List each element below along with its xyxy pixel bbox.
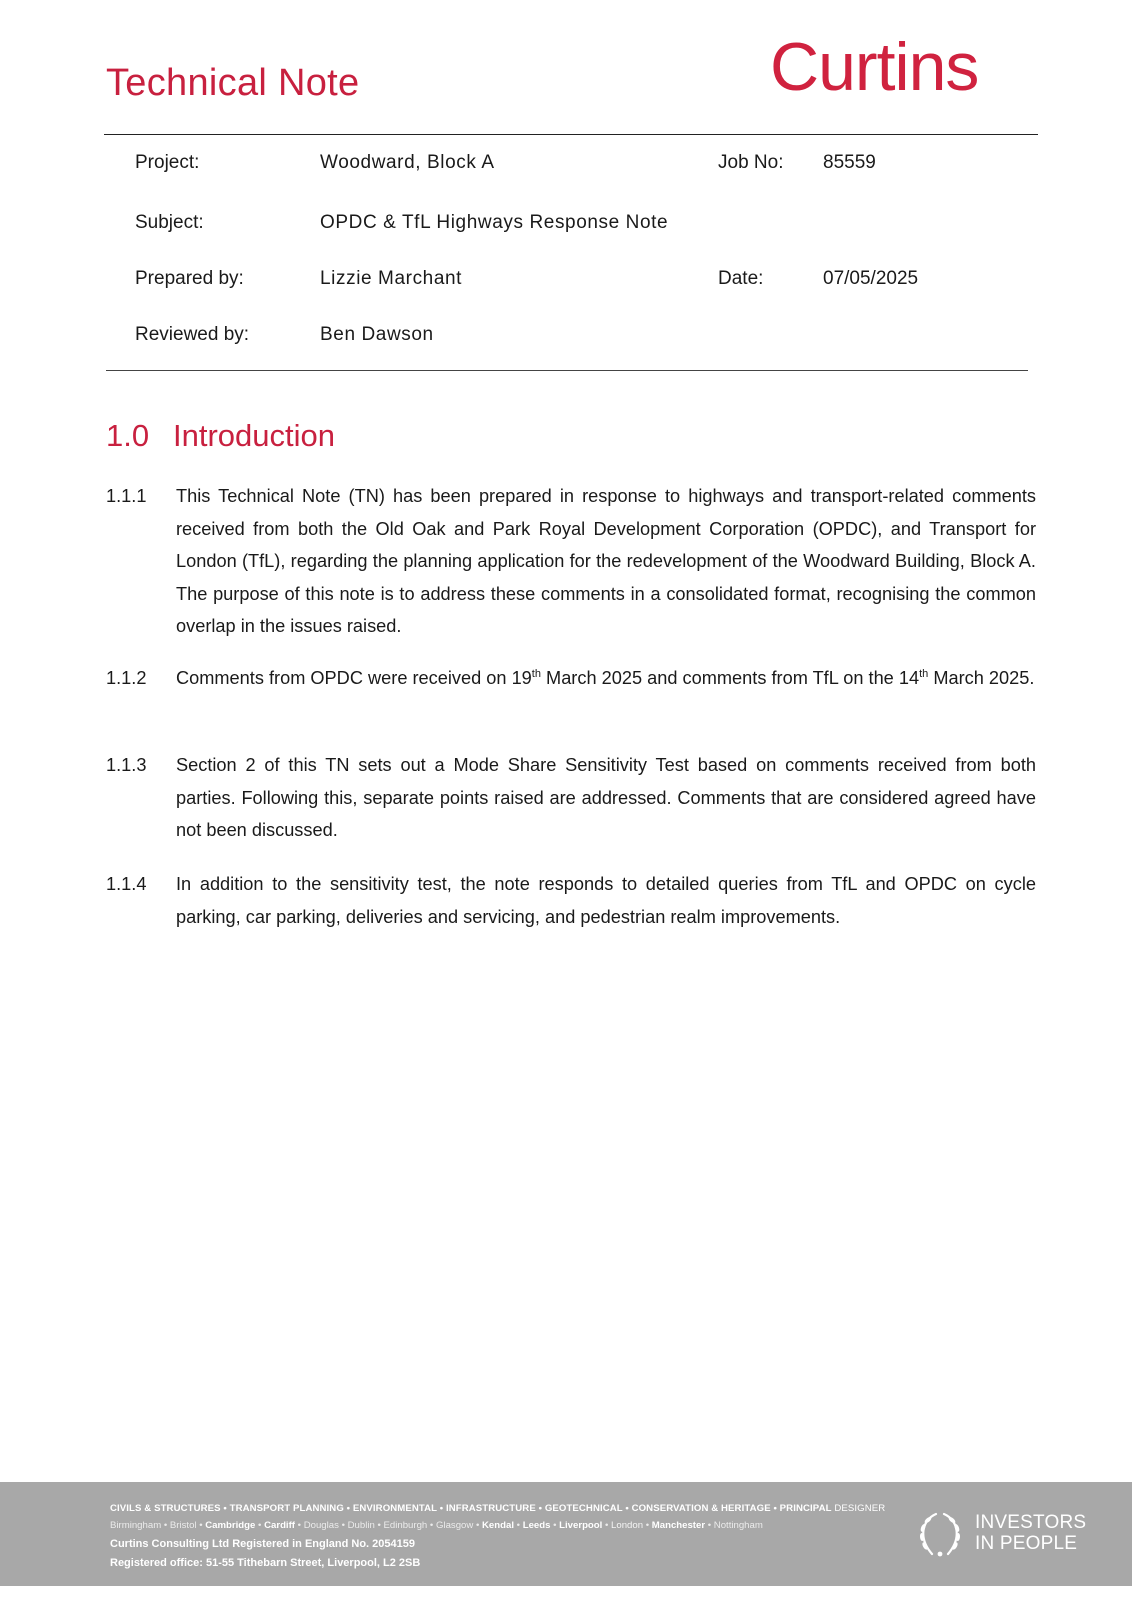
office-cardiff: Cardiff (264, 1520, 295, 1531)
section-title: Introduction (173, 418, 335, 453)
office-kendal: Kendal (482, 1520, 514, 1531)
job-number-label: Job No: (718, 152, 784, 173)
office-london: London (611, 1520, 644, 1531)
office-nottingham: Nottingham (713, 1520, 763, 1531)
office-dublin: Dublin (347, 1520, 375, 1531)
office-liverpool: Liverpool (559, 1520, 603, 1531)
paragraph-text: This Technical Note (TN) has been prepared in response to highways and transport-related comments received from both the Old Oak and Park Royal Development Corporation (OPDC), and Transport for London (TfL), regarding the planning application for the redevelopment of the Woodward Building, Block A. The purpose of this note is to address these comments in a consolidated format, recognising the common overlap in the issues raised. (176, 486, 1036, 636)
paragraph-number: 1.1.4 (106, 874, 147, 894)
text-segment: Comments from OPDC were received on 19 (176, 668, 532, 688)
investors-in-people-text (975, 1512, 1086, 1554)
footer-address: Registered office: 51-55 Tithebarn Street, Liverpool, L2 2SB (110, 1557, 421, 1569)
text-segment: March 2025 and comments from TfL on the 14 (540, 668, 920, 688)
curtins-logo: Curtins (770, 29, 979, 105)
reviewed-by-value: Ben Dawson (320, 324, 434, 345)
office-bristol: Bristol (169, 1520, 197, 1531)
reviewed-by-label: Reviewed by: (135, 324, 250, 345)
metadata-divider (106, 370, 1028, 371)
section-number: 1.0 (106, 418, 150, 453)
prepared-by-label: Prepared by: (135, 268, 244, 289)
date-value: 07/05/2025 (823, 268, 919, 289)
ordinal-suffix: th (531, 667, 541, 680)
paragraph-number: 1.1.1 (106, 486, 147, 506)
office-edinburgh: Edinburgh (383, 1520, 428, 1531)
ordinal-suffix: th (919, 667, 929, 680)
investors-in-people-laurel-icon (914, 1508, 966, 1560)
iip-line-1: INVESTORS (975, 1512, 1087, 1533)
iip-line-2: IN PEOPLE (975, 1533, 1078, 1554)
office-cambridge: Cambridge (205, 1520, 256, 1531)
paragraph-text: In addition to the sensitivity test, the note responds to detailed queries from TfL and OPDC on cycle parking, car parking, deliveries and servicing, and pedestrian realm improvements. (176, 874, 1036, 927)
prepared-by-value: Lizzie Marchant (320, 268, 463, 289)
paragraph-1-1-3 (106, 749, 1036, 847)
paragraph-number: 1.1.2 (106, 668, 147, 688)
office-douglas: Douglas (303, 1520, 339, 1531)
office-leeds: Leeds (522, 1520, 551, 1531)
job-number-value: 85559 (823, 152, 876, 173)
paragraph-1-1-4 (106, 868, 1036, 933)
footer-services (110, 1503, 885, 1514)
subject-label: Subject: (135, 212, 204, 233)
office-manchester: Manchester (651, 1520, 706, 1531)
subject-value: OPDC & TfL Highways Response Note (320, 212, 669, 233)
project-value: Woodward, Block A (320, 152, 495, 173)
office-birmingham: Birmingham (110, 1520, 162, 1531)
paragraph-1-1-2 (106, 662, 1036, 695)
text-segment: March 2025. (928, 668, 1035, 688)
paragraph-text (176, 662, 1036, 695)
date-label: Date: (718, 268, 764, 289)
paragraph-1-1-1 (106, 480, 1036, 643)
project-label: Project: (135, 152, 200, 173)
footer-registration: Curtins Consulting Ltd Registered in England No. 2054159 (110, 1538, 415, 1550)
header-divider (104, 134, 1038, 135)
services-list: CIVILS & STRUCTURES • TRANSPORT PLANNING • ENVIRONMENTAL • INFRASTRUCTURE • GEOTECHNICAL • CONSERVATION & HERITAGE • PRINCIPAL (110, 1503, 832, 1514)
services-tail: DESIGNER (831, 1503, 886, 1514)
paragraph-text: Section 2 of this TN sets out a Mode Share Sensitivity Test based on comments received from both parties. Following this, separate points raised are addressed. Comments that are considered agreed have not been discussed. (176, 755, 1036, 840)
paragraph-number: 1.1.3 (106, 755, 147, 775)
page-footer (0, 1482, 1132, 1586)
office-glasgow: Glasgow (435, 1520, 474, 1531)
footer-offices: Birmingham • Bristol • Cambridge • Cardiff • Douglas • Dublin • Edinburgh • Glasgow • Kendal • Leeds • Liverpool • London • Manchester • Nottingham (110, 1520, 763, 1531)
document-title: Technical Note (106, 62, 360, 104)
